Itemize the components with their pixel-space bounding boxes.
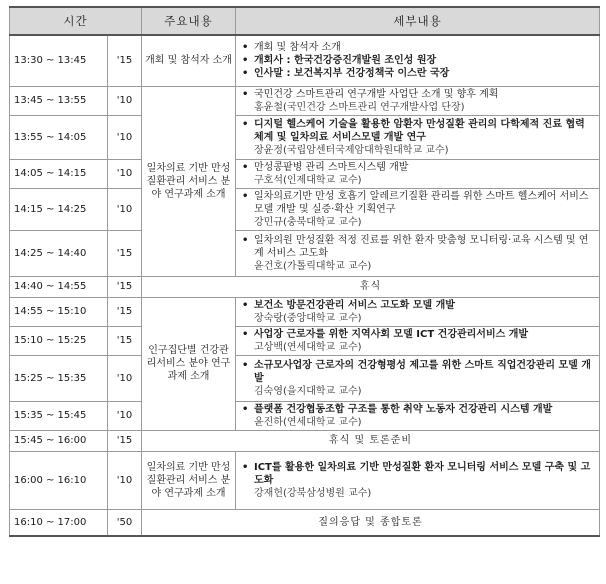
detail-cell (236, 86, 600, 115)
table-row (10, 451, 600, 509)
duration-cell: '10 (108, 401, 142, 430)
duration-cell: '15 (108, 276, 142, 297)
detail-cell (236, 188, 600, 230)
table-row (10, 297, 600, 326)
detail-title: • 플랫폼 건강협동조합 구조를 통한 취약 노동자 건강관리 시스템 개발 (242, 403, 595, 416)
detail-person: 윤진하(연세대학교 교수) (254, 416, 362, 428)
table-row (10, 230, 600, 276)
closing-cell: 질의응답 및 종합토론 (142, 509, 600, 536)
duration-cell: '15 (108, 297, 142, 326)
duration-cell: '50 (108, 509, 142, 536)
detail-item: • 개회사 : 한국건강증진개발원 조인성 원장 (242, 54, 595, 67)
duration-cell: '15 (108, 35, 142, 86)
table-row (10, 188, 600, 230)
detail-title: • 국민건강 스마트관리 연구개발 사업단 소개 및 향후 계획 (242, 88, 595, 101)
duration-cell: '10 (108, 86, 142, 115)
detail-cell (236, 159, 600, 188)
detail-person: 구호석(인제대학교 교수) (254, 174, 362, 186)
time-cell: 14:40 ~ 14:55 (10, 276, 108, 297)
break-cell: 휴식 및 토론준비 (142, 430, 600, 451)
duration-cell: '10 (108, 115, 142, 159)
detail-cell (236, 326, 600, 355)
duration-cell: '10 (108, 159, 142, 188)
time-cell: 14:55 ~ 15:10 (10, 297, 108, 326)
duration-cell: '15 (108, 230, 142, 276)
detail-title: • 사업장 근로자를 위한 지역사회 모델 ICT 건강관리서비스 개발 (242, 328, 595, 341)
time-cell: 16:10 ~ 17:00 (10, 509, 108, 536)
table-row (10, 326, 600, 355)
duration-cell: '10 (108, 355, 142, 401)
detail-person: 강민규(충북대학교 교수) (254, 216, 362, 228)
detail-title: • 만성콩팥병 관리 스마트시스템 개발 (242, 161, 595, 174)
table-row (10, 401, 600, 430)
category-group2: 인구집단별 건강관리서비스 분야 연구과제 소개 (142, 297, 236, 430)
detail-person: 홍윤철(국민건강 스마트관리 연구개발사업 단장) (254, 101, 465, 113)
duration-cell: '10 (108, 188, 142, 230)
table-row (10, 115, 600, 159)
table-row (10, 86, 600, 115)
detail-person: 고상백(연세대학교 교수) (254, 341, 362, 353)
time-cell: 16:00 ~ 16:10 (10, 451, 108, 509)
detail-item: • 인사말 : 보건복지부 건강정책국 이스란 국장 (242, 67, 595, 80)
detail-cell (236, 355, 600, 401)
detail-cell (236, 35, 600, 86)
detail-title: • 디지털 헬스케어 기술을 활용한 암환자 만성질환 관리의 다학제적 진료 협력 체계 및 일차의료 서비스모델 개발 연구 (242, 118, 595, 144)
time-cell: 13:30 ~ 13:45 (10, 35, 108, 86)
category-group3: 일차의료 기반 만성질환관리 서비스 분야 연구과제 소개 (142, 451, 236, 509)
schedule-table (9, 6, 600, 537)
duration-cell: '15 (108, 430, 142, 451)
break-cell: 휴식 (142, 276, 600, 297)
detail-cell (236, 115, 600, 159)
table-row (10, 276, 600, 297)
detail-cell (236, 451, 600, 509)
detail-item: • 개회 및 참석자 소개 (242, 41, 595, 54)
time-cell: 15:35 ~ 15:45 (10, 401, 108, 430)
time-cell: 14:05 ~ 14:15 (10, 159, 108, 188)
time-cell: 15:25 ~ 15:35 (10, 355, 108, 401)
duration-cell: '15 (108, 326, 142, 355)
time-cell: 15:45 ~ 16:00 (10, 430, 108, 451)
table-row (10, 355, 600, 401)
detail-person: 윤건호(가톨릭대학교 교수) (254, 260, 372, 272)
time-cell: 13:45 ~ 13:55 (10, 86, 108, 115)
detail-person: 김숙영(을지대학교 교수) (254, 385, 362, 397)
time-cell: 15:10 ~ 15:25 (10, 326, 108, 355)
detail-cell (236, 401, 600, 430)
header-time: 시간 (10, 7, 142, 35)
category-group1: 일차의료 기반 만성질환관리 서비스 분야 연구과제 소개 (142, 86, 236, 276)
program-schedule (9, 6, 599, 537)
category-opening: 개회 및 참석자 소개 (142, 35, 236, 86)
table-row (10, 159, 600, 188)
detail-person: 강재헌(강북삼성병원 교수) (254, 487, 372, 499)
time-cell: 14:25 ~ 14:40 (10, 230, 108, 276)
detail-cell (236, 297, 600, 326)
detail-person: 장윤정(국립암센터국제암대학원대학교 교수) (254, 144, 449, 156)
detail-title: • ICT를 활용한 일차의료 기반 만성질환 환자 모니터링 서비스 모델 구축 및 고도화 (242, 461, 595, 487)
detail-title: • 소규모사업장 근로자의 건강형평성 제고를 위한 스마트 직업건강관리 모델 개발 (242, 359, 595, 385)
header-main: 주요내용 (142, 7, 236, 35)
time-cell: 14:15 ~ 14:25 (10, 188, 108, 230)
detail-cell (236, 230, 600, 276)
table-row (10, 509, 600, 536)
detail-title: • 일차의료기반 만성 호흡기 알레르기질환 관리를 위한 스마트 헬스케어 서비스모델 개발 및 실증·확산 기획연구 (242, 190, 595, 216)
detail-title: • 일차의원 만성질환 적정 진료를 위한 환자 맞춤형 모니터링·교육 시스템 및 연계 서비스 고도화 (242, 234, 595, 260)
duration-cell: '10 (108, 451, 142, 509)
time-cell: 13:55 ~ 14:05 (10, 115, 108, 159)
header-detail: 세부내용 (236, 7, 600, 35)
detail-person: 장숙랑(중앙대학교 교수) (254, 312, 362, 324)
table-row (10, 35, 600, 86)
header-row (10, 7, 600, 35)
detail-title: • 보건소 방문건강관리 서비스 고도화 모델 개발 (242, 299, 595, 312)
table-row (10, 430, 600, 451)
